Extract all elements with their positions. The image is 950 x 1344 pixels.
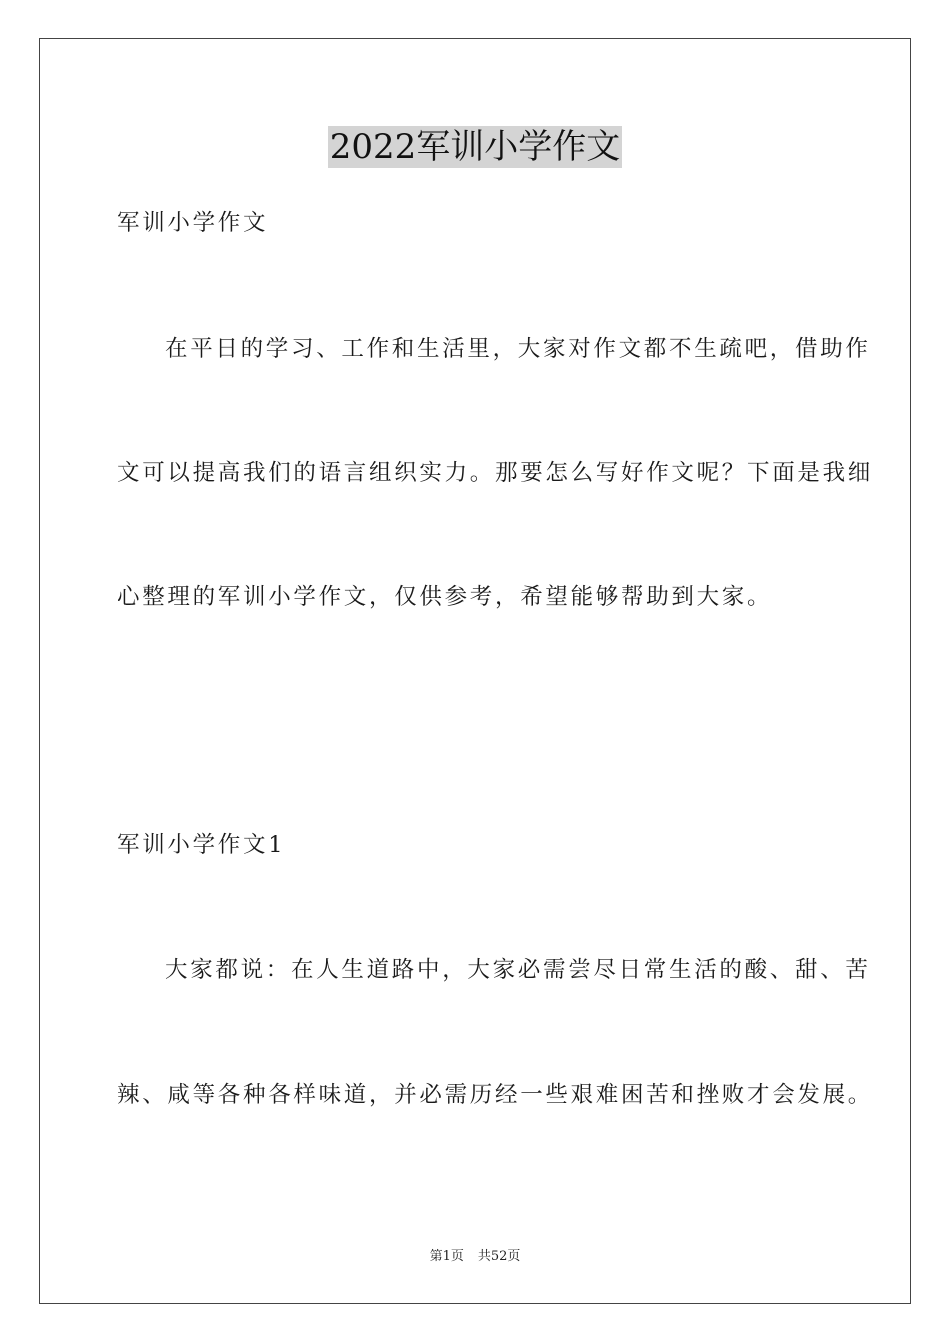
page-footer	[0, 1248, 950, 1266]
paragraph-line: 心整理的军训小学作文，仅供参考，希望能够帮助到大家。	[117, 584, 773, 610]
page-number: 第1页	[429, 1249, 464, 1264]
section-heading: 军训小学作文	[117, 210, 269, 236]
title-container	[0, 126, 950, 168]
paragraph-line: 文可以提高我们的语言组织实力。那要怎么写好作文呢？下面是我细	[117, 460, 874, 486]
document-title: 2022军训小学作文	[329, 127, 621, 167]
page-total: 共52页	[477, 1249, 521, 1264]
paragraph-line: 大家都说：在人生道路中，大家必需尝尽日常生活的酸、甜、苦	[165, 957, 871, 983]
paragraph-line: 在平日的学习、工作和生活里，大家对作文都不生疏吧，借助作	[165, 336, 871, 362]
section-heading: 军训小学作文1	[117, 832, 286, 858]
paragraph-line: 辣、咸等各种各样味道，并必需历经一些艰难困苦和挫败才会发展。	[117, 1082, 874, 1108]
